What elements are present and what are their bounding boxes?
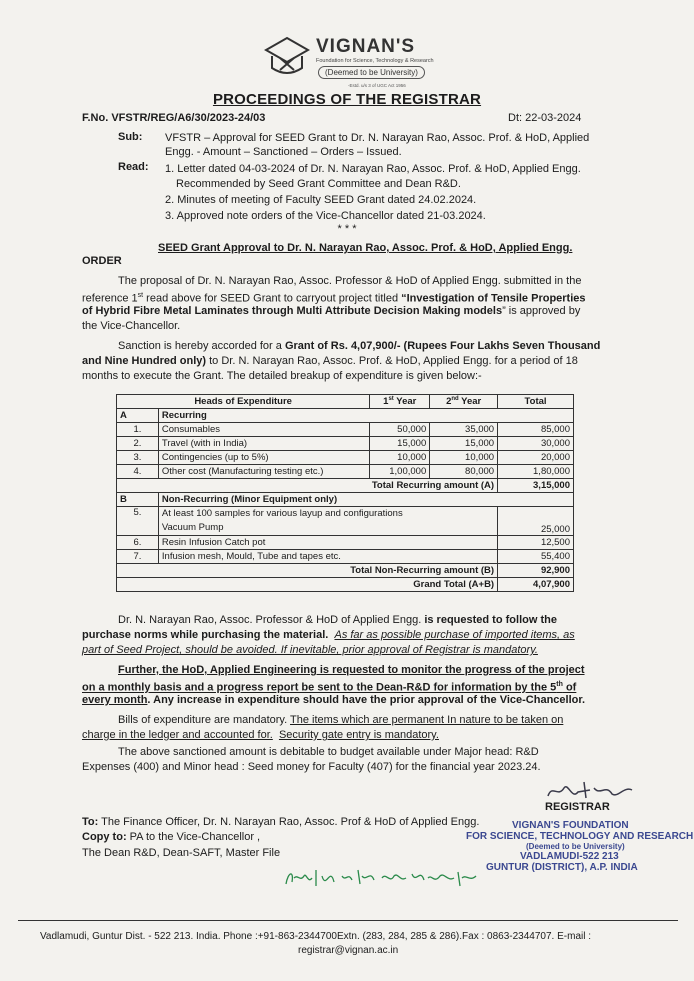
- order-heading: SEED Grant Approval to Dr. N. Narayan Rao, Assoc. Prof. & HoD, Applied Engg.: [158, 242, 573, 254]
- row-no: 4.: [117, 465, 159, 479]
- table-row: [117, 451, 574, 465]
- expenditure-table: [116, 394, 574, 592]
- grand-total-row: [117, 578, 574, 592]
- grant-amount: Grant of Rs. 4,07,900/- (Rupees Four Lakhs Seven Thousand: [284, 340, 601, 352]
- stamp-line: FOR SCIENCE, TECHNOLOGY AND RESEARCH: [466, 831, 694, 842]
- subject-line-1: VFSTR – Approval for SEED Grant to Dr. N. Narayan Rao, Assoc. Prof. & HoD, Applied: [165, 132, 590, 144]
- subject-label: Sub:: [118, 131, 143, 143]
- total-a-row: [117, 479, 574, 493]
- row-no: 2.: [117, 437, 159, 451]
- copy-line: [82, 830, 260, 844]
- row-item: Infusion mesh, Mould, Tube and tapes etc.: [158, 550, 497, 564]
- row-item: Travel (with in India): [158, 437, 369, 451]
- section-b-row: [117, 493, 574, 507]
- row-no: 7.: [117, 550, 159, 564]
- table-row: [117, 536, 574, 550]
- to-label: To:: [82, 816, 99, 828]
- row-total: 1,80,000: [498, 465, 574, 479]
- to-line: [82, 815, 479, 829]
- para5-underlined: Security gate entry is mandatory.: [278, 729, 439, 741]
- total-a-label: Total Recurring amount (A): [117, 479, 498, 493]
- grand-total-label: Grand Total (A+B): [117, 578, 498, 592]
- separator-stars: * * *: [337, 223, 357, 235]
- para2-line1: [118, 339, 600, 353]
- stamp-line: VIGNAN'S FOUNDATION: [512, 820, 629, 831]
- para3-line1: [118, 613, 557, 627]
- row-total: 85,000: [498, 423, 574, 437]
- section-a-label: Recurring: [158, 409, 573, 423]
- para2-line3: months to execute the Grant. The detailed breakup of expenditure is given below:-: [82, 370, 482, 382]
- para4-text: of: [562, 681, 577, 694]
- row-no: 5.: [117, 507, 159, 536]
- para1-text: read above for SEED Grant to carryout project titled: [143, 292, 402, 305]
- footer-email: registrar@vignan.ac.in: [298, 945, 399, 956]
- row-year1: 15,000: [370, 437, 430, 451]
- section-a-code: A: [117, 409, 159, 423]
- header-heads: Heads of Expenditure: [117, 395, 370, 409]
- header-total: Total: [498, 395, 574, 409]
- para2-text: Sanction is hereby accorded for a: [118, 340, 285, 352]
- stamp-line: GUNTUR (DISTRICT), A.P. INDIA: [486, 862, 638, 873]
- row-total: 20,000: [498, 451, 574, 465]
- para1-text: ” is approved by: [502, 305, 581, 317]
- reference-1: 1. Letter dated 04-03-2024 of Dr. N. Narayan Rao, Assoc. Prof. & HoD, Applied Engg.: [165, 163, 581, 175]
- para5-underlined: charge in the ledger and accounted for.: [82, 729, 273, 741]
- copy-line-2: The Dean R&D, Dean-SAFT, Master File: [82, 847, 281, 859]
- row-total: 25,000: [498, 507, 574, 536]
- copy-text: PA to the Vice-Chancellor ,: [126, 831, 261, 843]
- para5-line2: [82, 728, 439, 742]
- row-item-line2: Vacuum Pump: [161, 522, 224, 533]
- footer: [40, 930, 660, 958]
- row-item-line1: At least 100 samples for various layup and configurations: [161, 508, 403, 519]
- para3-emph: is requested to follow the: [424, 614, 557, 626]
- reference-3: 3. Approved note orders of the Vice-Chancellor dated 21-03.2024.: [165, 210, 486, 222]
- logo-estd: -Estd. u/s 3 of UGC Act 1956: [348, 83, 406, 88]
- document-date: Dt: 22-03-2024: [508, 112, 582, 124]
- row-item: Resin Infusion Catch pot: [158, 536, 497, 550]
- para5-underlined: The items which are permanent In nature to be taken on: [290, 714, 564, 726]
- para3-italic: As far as possible purchase of imported items, as: [334, 629, 575, 641]
- row-item: Contingencies (up to 5%): [158, 451, 369, 465]
- to-text: The Finance Officer, Dr. N. Narayan Rao, Assoc. Prof & HoD of Applied Engg.: [98, 816, 480, 828]
- subject-line-2: Engg. - Amount – Sanctioned – Orders – Issued.: [165, 146, 402, 158]
- para4-sup: th: [556, 681, 563, 688]
- row-year1: 10,000: [370, 451, 430, 465]
- total-b-row: [117, 564, 574, 578]
- para4-text: every month: [82, 694, 148, 706]
- para4-line3: [82, 693, 585, 707]
- total-b-value: 92,900: [498, 564, 574, 578]
- page-title: PROCEEDINGS OF THE REGISTRAR: [212, 91, 482, 108]
- row-item: Consumables: [158, 423, 369, 437]
- para2-line2: [82, 354, 578, 368]
- para1-line1: The proposal of Dr. N. Narayan Rao, Assoc. Professor & HoD of Applied Engg. submitted in the: [118, 275, 582, 287]
- header-year2: 2nd Year: [430, 395, 498, 409]
- row-item: [158, 507, 497, 536]
- institution-stamp: [462, 820, 694, 873]
- row-no: 3.: [117, 451, 159, 465]
- row-year2: 80,000: [430, 465, 498, 479]
- row-item: Other cost (Manufacturing testing etc.): [158, 465, 369, 479]
- row-year1: 1,00,000: [370, 465, 430, 479]
- read-label: Read:: [118, 161, 149, 173]
- logo-name: VIGNAN'S: [316, 36, 416, 57]
- section-b-code: B: [117, 493, 159, 507]
- section-a-row: [117, 409, 574, 423]
- grant-amount-cont: and Nine Hundred only): [82, 355, 207, 367]
- footer-divider: [18, 920, 678, 921]
- table-row: [117, 507, 574, 536]
- university-emblem-icon: [264, 36, 310, 82]
- table-row: [117, 423, 574, 437]
- para1-sup: st: [137, 292, 144, 299]
- header-year1: 1st Year: [370, 395, 430, 409]
- grand-total-value: 4,07,900: [498, 578, 574, 592]
- table-row: [117, 437, 574, 451]
- registrar-label: REGISTRAR: [545, 801, 610, 813]
- footer-address: Vadlamudi, Guntur Dist. - 522 213. India. Phone :+91-863-2344700Extn. (283, 284, 285 & 286).Fax : 0863-2344707. E-mail :: [40, 931, 592, 942]
- university-logo: [264, 36, 484, 94]
- total-a-value: 3,15,000: [498, 479, 574, 493]
- para3-line2: [82, 628, 575, 642]
- reference-2: 2. Minutes of meeting of Faculty SEED Grant dated 24.02.2024.: [165, 194, 477, 206]
- table-row: [117, 550, 574, 564]
- project-title: “Investigation of Tensile Properties: [401, 292, 586, 305]
- reference-1-cont: Recommended by Seed Grant Committee and Dean R&D.: [176, 178, 461, 190]
- project-title-cont: of Hybrid Fibre Metal Laminates through Multi Attribute Decision Making models: [82, 305, 503, 317]
- row-year1: 50,000: [370, 423, 430, 437]
- copy-label: Copy to:: [82, 831, 127, 843]
- table-header-row: [117, 395, 574, 409]
- para6-line1: The above sanctioned amount is debitable to budget available under Major head: R&D: [118, 746, 539, 758]
- table-row: [117, 465, 574, 479]
- row-year2: 15,000: [430, 437, 498, 451]
- row-no: 1.: [117, 423, 159, 437]
- handwritten-note: [282, 862, 482, 892]
- para5-line1: [118, 713, 563, 727]
- total-b-label: Total Non-Recurring amount (B): [117, 564, 498, 578]
- para1-line3: [82, 304, 580, 318]
- para3-emph: purchase norms while purchasing the material.: [82, 629, 329, 641]
- para4-text: . Any increase in expenditure should have the prior approval of the Vice-Chancellor.: [147, 694, 586, 706]
- para5-text: Bills of expenditure are mandatory.: [118, 714, 291, 726]
- order-label: ORDER: [82, 255, 122, 267]
- row-total: 55,400: [498, 550, 574, 564]
- para4-text: on a monthly basis and a progress report be sent to the Dean-R&D for information by the 5: [82, 681, 557, 694]
- row-year2: 35,000: [430, 423, 498, 437]
- para1-text: reference 1: [82, 292, 138, 305]
- para6-line2: Expenses (400) and Minor head : Seed money for Faculty (407) for the financial year 2023.24.: [82, 761, 541, 773]
- file-number: F.No. VFSTR/REG/A6/30/2023-24/03: [82, 112, 266, 124]
- stamp-line: VADLAMUDI-522 213: [520, 851, 619, 862]
- para3-text: Dr. N. Narayan Rao, Assoc. Professor & HoD of Applied Engg.: [118, 614, 425, 626]
- logo-deemed: (Deemed to be University): [318, 66, 425, 79]
- section-b-label: Non-Recurring (Minor Equipment only): [158, 493, 573, 507]
- row-year2: 10,000: [430, 451, 498, 465]
- para2-text: to Dr. N. Narayan Rao, Assoc. Prof. & HoD, Applied Engg. for a period of 18: [206, 355, 578, 367]
- para1-line4: the Vice-Chancellor.: [82, 320, 181, 332]
- row-total: 30,000: [498, 437, 574, 451]
- para3-line3: part of Seed Project, should be avoided. If inevitable, prior approval of Registrar is mandatory.: [82, 644, 538, 656]
- row-no: 6.: [117, 536, 159, 550]
- para4-line1: Further, the HoD, Applied Engineering is requested to monitor the progress of the project: [118, 664, 585, 676]
- logo-subtitle: Foundation for Science, Technology & Research: [316, 58, 434, 64]
- stamp-line: (Deemed to be University): [526, 842, 625, 851]
- row-total: 12,500: [498, 536, 574, 550]
